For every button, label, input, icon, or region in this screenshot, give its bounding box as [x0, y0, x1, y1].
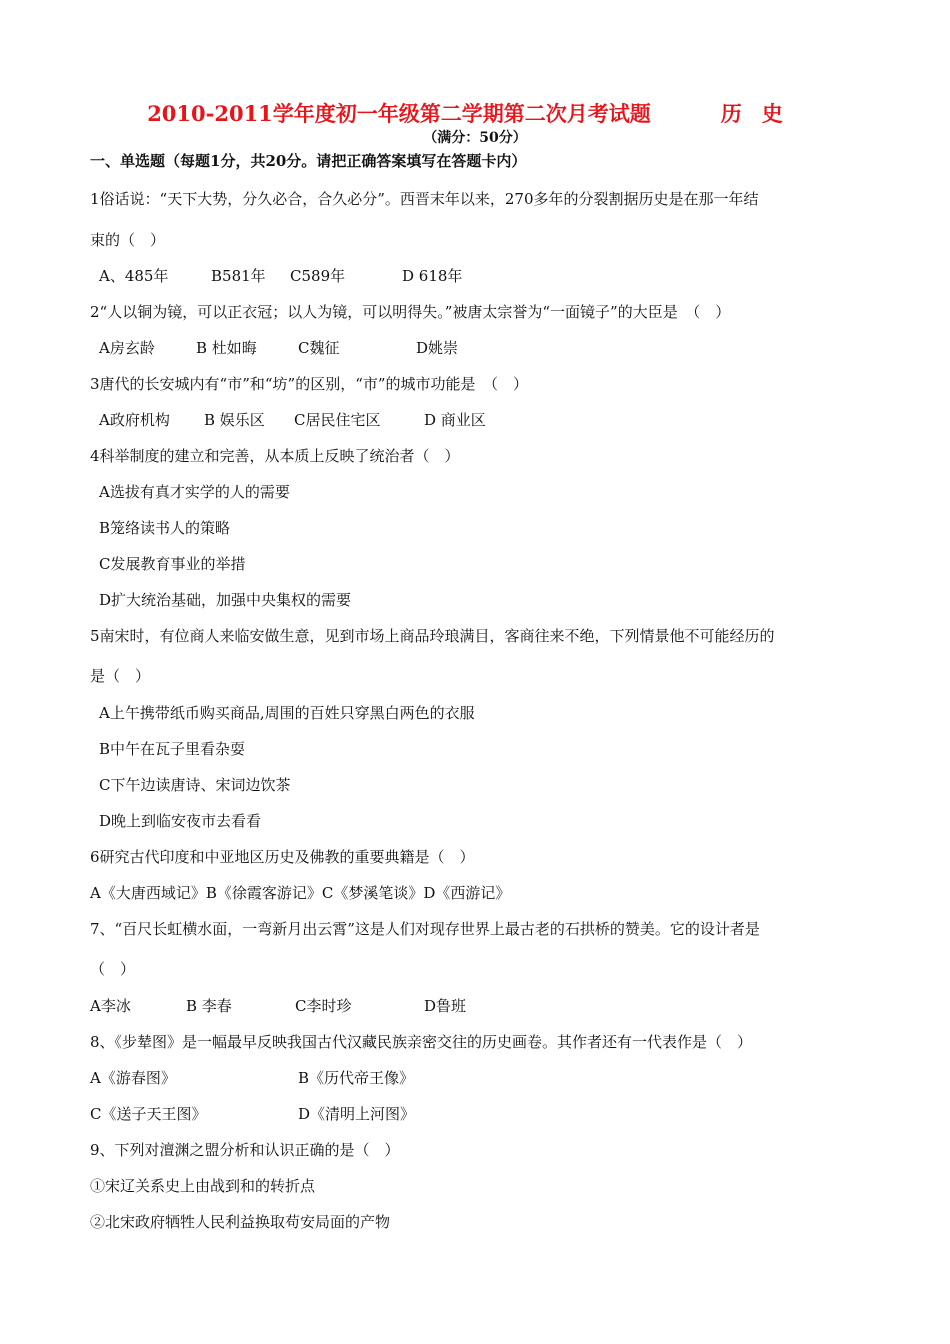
exam-title — [0, 98, 950, 128]
question-4-stem: 4科举制度的建立和完善，从本质上反映了统治者（ ） — [90, 447, 460, 465]
full-score: （满分：50分） — [423, 130, 527, 146]
question-1-option-d: D 618年 — [402, 267, 463, 285]
question-4-option-a: A选拔有真才实学的人的需要 — [99, 483, 290, 501]
question-5-option-a: A上午携带纸币购买商品,周围的百姓只穿黑白两色的衣服 — [99, 704, 475, 722]
question-3-option-c: C居民住宅区 — [294, 411, 381, 429]
question-7-stem-line1: 7、“百尺长虹横水面，一弯新月出云霄”这是人们对现存世界上最古老的石拱桥的赞美。它的设计者是 — [90, 920, 760, 938]
question-8-option-b: B《历代帝王像》 — [298, 1069, 415, 1087]
question-2-option-b: B 杜如晦 — [196, 339, 257, 357]
question-2-option-a: A房玄龄 — [99, 339, 155, 357]
question-5-stem-line2: 是（ ） — [90, 667, 151, 685]
question-7-option-a: A李冰 — [90, 997, 131, 1015]
exam-title-text: 2010-2011学年度初一年级第二学期第二次月考试题 — [147, 101, 651, 126]
question-1-option-a: A、485年 — [99, 267, 169, 285]
question-3-option-b: B 娱乐区 — [204, 411, 265, 429]
question-5-option-c: C下午边读唐诗、宋词边饮茶 — [99, 776, 291, 794]
question-8-option-c: C《送子天王图》 — [90, 1105, 207, 1123]
question-7-option-b: B 李春 — [186, 997, 232, 1015]
question-1-option-c: C589年 — [290, 267, 346, 285]
question-1-stem-line1: 1俗话说：“天下大势，分久必合，合久必分”。西晋末年以来，270多年的分裂割据历史是在那一年结 — [90, 190, 759, 208]
question-5-stem-line1: 5南宋时，有位商人来临安做生意，见到市场上商品玲琅满目，客商往来不绝，下列情景他不可能经历的 — [90, 627, 775, 645]
question-2-option-c: C魏征 — [298, 339, 340, 357]
question-5-option-b: B中午在瓦子里看杂耍 — [99, 740, 246, 758]
question-8-stem: 8、《步辇图》是一幅最早反映我国古代汉藏民族亲密交往的历史画卷。其作者还有一代表作是（ ） — [90, 1033, 753, 1051]
question-1-stem-line2: 束的（ ） — [90, 231, 166, 249]
question-6-stem: 6研究古代印度和中亚地区历史及佛教的重要典籍是（ ） — [90, 848, 475, 866]
question-3-option-d: D 商业区 — [424, 411, 486, 429]
question-4-option-c: C发展教育事业的举措 — [99, 555, 246, 573]
question-4-option-d: D扩大统治基础，加强中央集权的需要 — [99, 591, 352, 609]
question-7-stem-line2: （ ） — [90, 960, 136, 978]
question-5-option-d: D晚上到临安夜市去看看 — [99, 812, 262, 830]
question-4-option-b: B笼络读书人的策略 — [99, 519, 231, 537]
question-9-item-1: ①宋辽关系史上由战到和的转折点 — [90, 1177, 316, 1195]
exam-subject: 历史 — [720, 101, 803, 126]
question-9-item-2: ②北宋政府牺牲人民利益换取苟安局面的产物 — [90, 1213, 391, 1231]
question-2-stem: 2“人以铜为镜，可以正衣冠；以人为镜，可以明得失。”被唐太宗誉为“一面镜子”的大臣是 （ ） — [90, 303, 731, 321]
question-2-option-d: D姚崇 — [416, 339, 459, 357]
section-heading: 一、单选题（每题1分，共20分。请把正确答案填写在答题卡内） — [90, 152, 527, 170]
question-7-option-c: C李时珍 — [295, 997, 352, 1015]
question-9-stem: 9、下列对澶渊之盟分析和认识正确的是（ ） — [90, 1141, 400, 1159]
question-8-option-d: D《清明上河图》 — [298, 1105, 416, 1123]
question-6-options: A《大唐西域记》B《徐霞客游记》C《梦溪笔谈》D《西游记》 — [90, 884, 511, 902]
question-1-option-b: B581年 — [211, 267, 266, 285]
question-3-option-a: A政府机构 — [99, 411, 170, 429]
question-3-stem: 3唐代的长安城内有“市”和“坊”的区别，“市”的城市功能是 （ ） — [90, 375, 529, 393]
question-8-option-a: A《游春图》 — [90, 1069, 176, 1087]
question-7-option-d: D鲁班 — [424, 997, 467, 1015]
